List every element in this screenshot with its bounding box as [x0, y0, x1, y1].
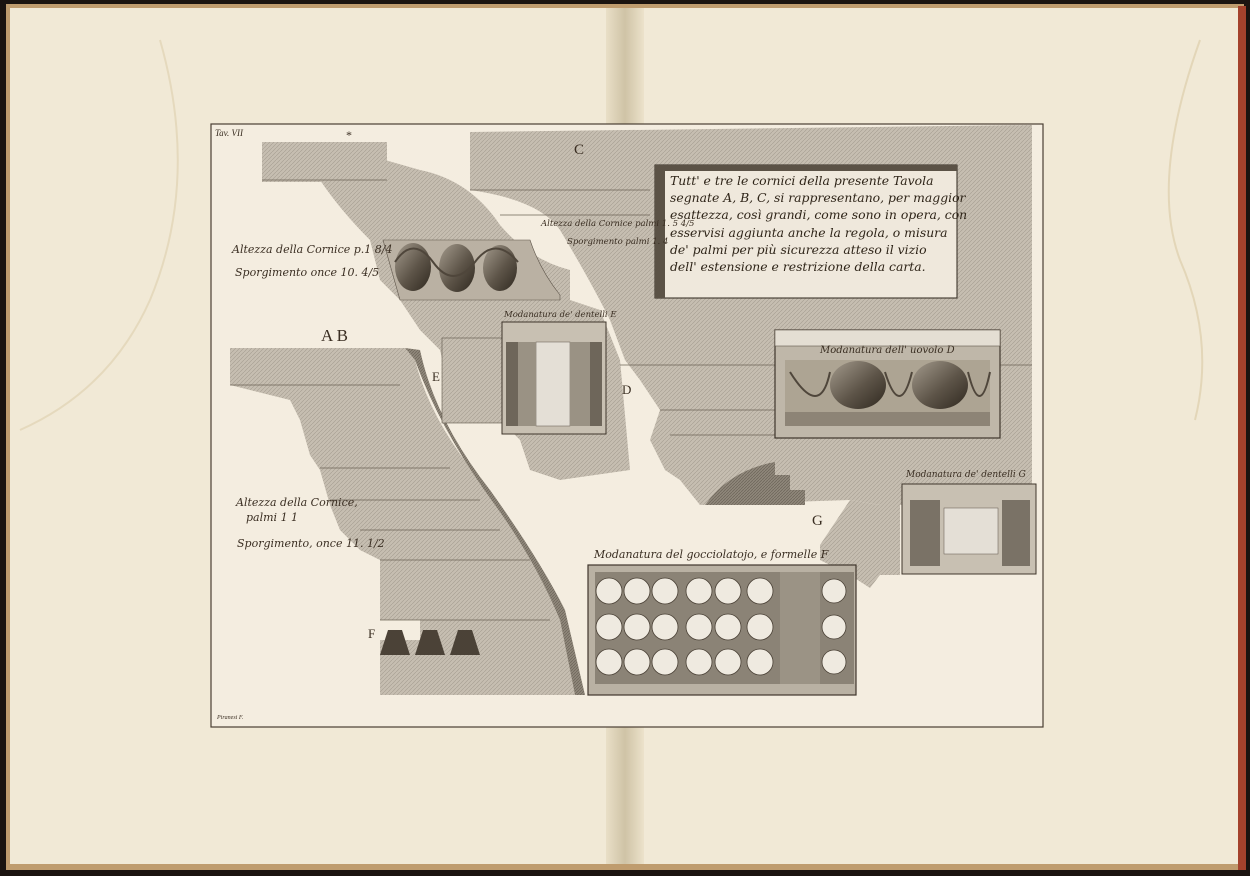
letter-f: F	[368, 626, 376, 641]
dentils-g-title: Modanatura de' dentelli G	[906, 470, 1026, 480]
inscription-line: esservisi aggiunta anche la regola, o misura	[670, 224, 948, 240]
cornice-c-projection: Sporgimento palmi 1. 4	[567, 237, 669, 247]
cornice-a-fascia	[262, 142, 387, 182]
letter-e: E	[432, 369, 440, 384]
cornice-a-height: Altezza della Cornice p.1 8/4	[232, 243, 393, 256]
letter-ab: A B	[321, 326, 348, 345]
egg-ornament	[395, 243, 431, 291]
inscription-line: de' palmi per più sicurezza atteso il vizio	[670, 241, 927, 257]
inscription-line: segnate A, B, C, si rappresentano, per maggior	[670, 190, 966, 206]
cornice-b-projection: Sporgimento, once 11. 1/2	[237, 537, 385, 550]
letter-c: C	[574, 142, 585, 158]
letter-d: D	[622, 382, 632, 397]
egg-ornament	[912, 361, 968, 409]
corona-f-title: Modanatura del gocciolatojo, e formelle F	[594, 548, 829, 561]
inscription-line: dell' estensione e restrizione della carta.	[670, 259, 926, 275]
cornice-b-height: Altezza della Cornice,	[236, 496, 358, 509]
inscription-text	[670, 172, 968, 275]
cornice-a-projection: Sporgimento once 10. 4/5	[235, 266, 380, 279]
star-mark: *	[346, 128, 352, 142]
letter-g: G	[812, 513, 823, 529]
inscription-line: Tutt' e tre le cornici della presente Tavola	[670, 173, 934, 188]
signature: Piranesi F.	[217, 715, 244, 721]
binding-edge	[1238, 6, 1246, 870]
plate-number: Tav. VII	[215, 128, 243, 138]
cornice-b-height-value: palmi 1 1	[246, 511, 299, 524]
ovolo-d-title: Modanatura dell' uovolo D	[820, 345, 955, 356]
inscription-line: esattezza, così grandi, come sono in opera, con	[670, 207, 968, 223]
cornice-c-height: Altezza della Cornice palmi 1. 5 4/5	[541, 219, 695, 229]
egg-ornament	[830, 361, 886, 409]
dentils-e-title: Modanatura de' dentelli E	[504, 310, 617, 320]
egg-ornament	[483, 245, 517, 291]
